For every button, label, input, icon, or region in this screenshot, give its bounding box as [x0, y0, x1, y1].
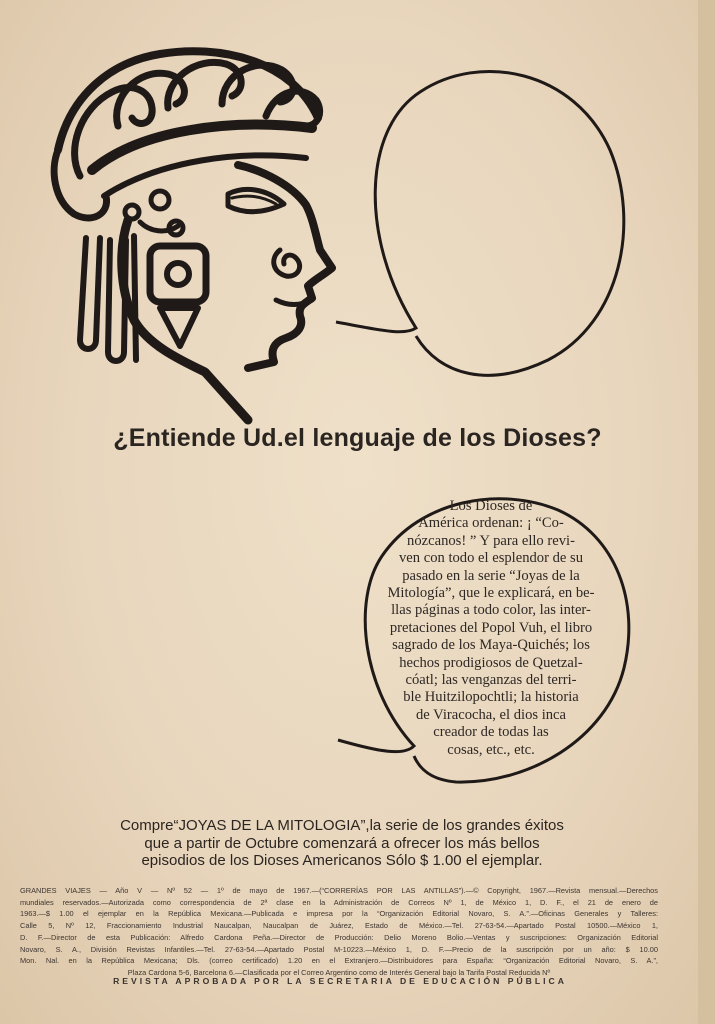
bubble-line: cosas, etc., etc. [447, 741, 535, 758]
bubble-line: América ordenan: ¡ “Co- [418, 515, 564, 532]
bubble-line: creador de todas las [433, 724, 549, 741]
bubble-line: Mitología”, que le explicará, en be- [387, 585, 595, 602]
bubble-line: de Viracocha, el dios inca [416, 706, 566, 723]
approval-notice: REVISTA APROBADA POR LA SECRETARIA DE EDUCACIÓN PÚBLICA [113, 976, 567, 986]
mayan-head-icon [54, 51, 332, 420]
bubble-line: Los Dioses de [449, 498, 533, 514]
bubble-line: pretaciones del Popol Vuh, el libro [389, 619, 593, 636]
bubble-line: hechos prodigiosos de Quetzal- [399, 654, 583, 671]
bubble-line: sagrado de los Maya-Quichés; los [392, 637, 590, 654]
bubble-line: pasado en la serie “Joyas de la [402, 567, 580, 584]
colophon-line: Calle 5, Nº 12, Fraccionamiento Industrial Naucalpan, Naucalpan de Juárez, Estado de México.—Tel. 27-63-54.—Apartado Postal 10500.—México 1, [20, 921, 658, 931]
promo-line: episodios de los Dioses Americanos Sólo $ 1.00 el ejemplar. [141, 852, 543, 869]
colophon-line: Plaza Cardona 5-6, Barcelona 6.—Clasificada por el Correo Argentino como de Interés General bajo la Tarifa Postal Reducida Nº [127, 967, 551, 977]
promo-line: Compre“JOYAS DE LA MITOLOGIA”,la serie de los grandes éxitos [120, 817, 564, 834]
bubble-line: llas páginas a todo color, las inter- [391, 602, 591, 619]
colophon-line: 1963.—$ 1.00 el ejemplar en la República Mexicana.—Publicada e impresa por la “Organización Editorial Novaro, S. A.”.—Oficinas Generales y Talleres: [20, 909, 658, 919]
headline: ¿Entiende Ud.el lenguaje de los Dioses? [113, 424, 602, 452]
promo-text [82, 817, 602, 870]
bubble-line: nózcanos! ” Y para ello revi- [407, 532, 575, 549]
bubble-text [364, 498, 618, 759]
bubble-line: ble Huitzilopochtli; la historia [403, 689, 579, 706]
speech-bubble-top [336, 71, 624, 375]
colophon [20, 885, 658, 979]
colophon-line: D. F.—Director de esta Publicación: Alfredo Cardona Peña.—Director de Producción: Delio Moreno Bolio.—Ventas y suscripciones: Organización Editorial [20, 932, 658, 942]
promo-line: que a partir de Octubre comenzará a ofrecer los más bellos [144, 834, 540, 852]
page-edge [698, 0, 715, 1024]
bubble-line: ven con todo el esplendor de su [399, 550, 583, 567]
bubble-line: cóatl; las venganzas del terri- [405, 672, 577, 689]
colophon-line: GRANDES VIAJES — Año V — Nº 52 — 1º de mayo de 1967.—(“CORRERÍAS POR LAS ANTILLAS”).—© Copyright, 1967.—Revista mensual.—Derechos [20, 886, 658, 895]
colophon-line: Mon. Nal. en la República Mexicana; Dls. (correo certificado) 1.20 en el Extranjero.—Distribuidores para España: “Organización Editorial Novaro, S. A.”, [20, 956, 658, 966]
colophon-line: mundiales reservados.—Autorizada como correspondencia de 2ª clase en la Administración de Correos Nº 1, de México 1, D. F., el 21 de enero de [20, 897, 658, 907]
colophon-line: Novaro, S. A., División Revistas Infantiles.—Tel. 27-63-54.—Apartado Postal M-10223.—México 1, D. F.—Precio de la suscripción por un año: $ 10.00 [20, 944, 658, 954]
